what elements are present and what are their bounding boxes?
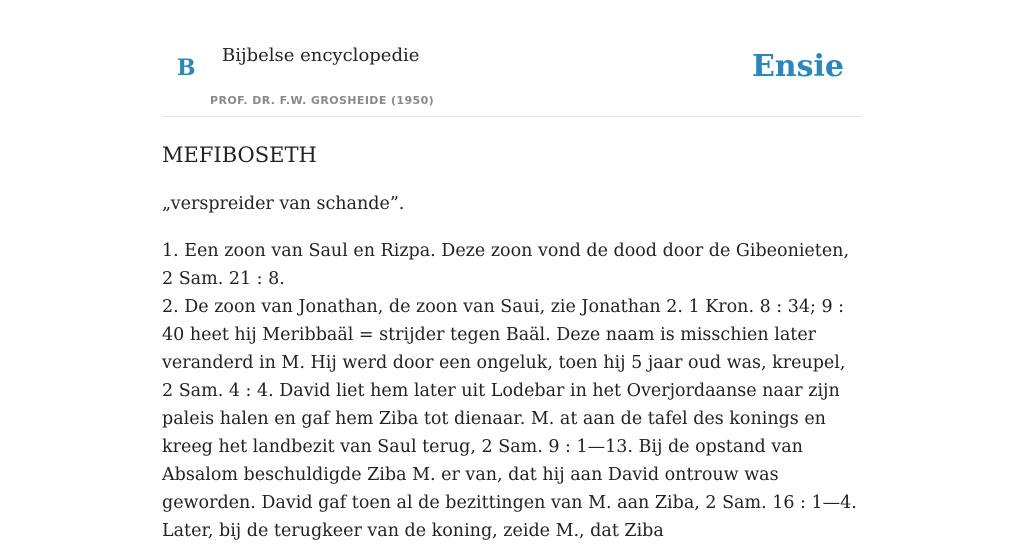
book-letter-icon[interactable]: B: [177, 55, 196, 81]
book-title-link[interactable]: Bijbelse encyclopedie: [222, 45, 420, 66]
entry-meaning: „verspreider van schande”.: [162, 194, 405, 214]
entry-paragraph: 1. Een zoon van Saul en Rizpa. Deze zoon vond de dood door de Gibeonieten, 2 Sam. 21 : 8.: [162, 241, 850, 289]
entry-title: MEFIBOSETH: [162, 143, 317, 167]
book-header: [162, 0, 862, 117]
ensie-logo[interactable]: Ensie: [751, 49, 844, 84]
entry-content: [162, 116, 862, 545]
entry-body: [162, 237, 862, 545]
entry-paragraph: 2. De zoon van Jonathan, de zoon van Saui, zie Jonathan 2. 1 Kron. 8 : 34; 9 : 40 heet hij Meribbaäl = strijder tegen Baäl. Deze naam is misschien later veranderd in M. Hij werd door een ongeluk, toen hij 5 jaar oud was, kreupel, 2 Sam. 4 : 4. David liet hem later uit Lodebar in het Overjordaanse naar zijn paleis halen en gaf hem Ziba tot dienaar. M. at aan de tafel des konings en kreeg het landbezit van Saul terug, 2 Sam. 9 : 1—13. Bij de opstand van Absalom beschuldigde Ziba M. er van, dat hij aan David ontrouw was geworden. David gaf toen al de bezittingen van M. aan Ziba, 2 Sam. 16 : 1—4. Later, bij de terugkeer van de koning, zeide M., dat Ziba: [162, 297, 857, 541]
book-author: PROF. DR. F.W. GROSHEIDE (1950): [210, 94, 435, 107]
